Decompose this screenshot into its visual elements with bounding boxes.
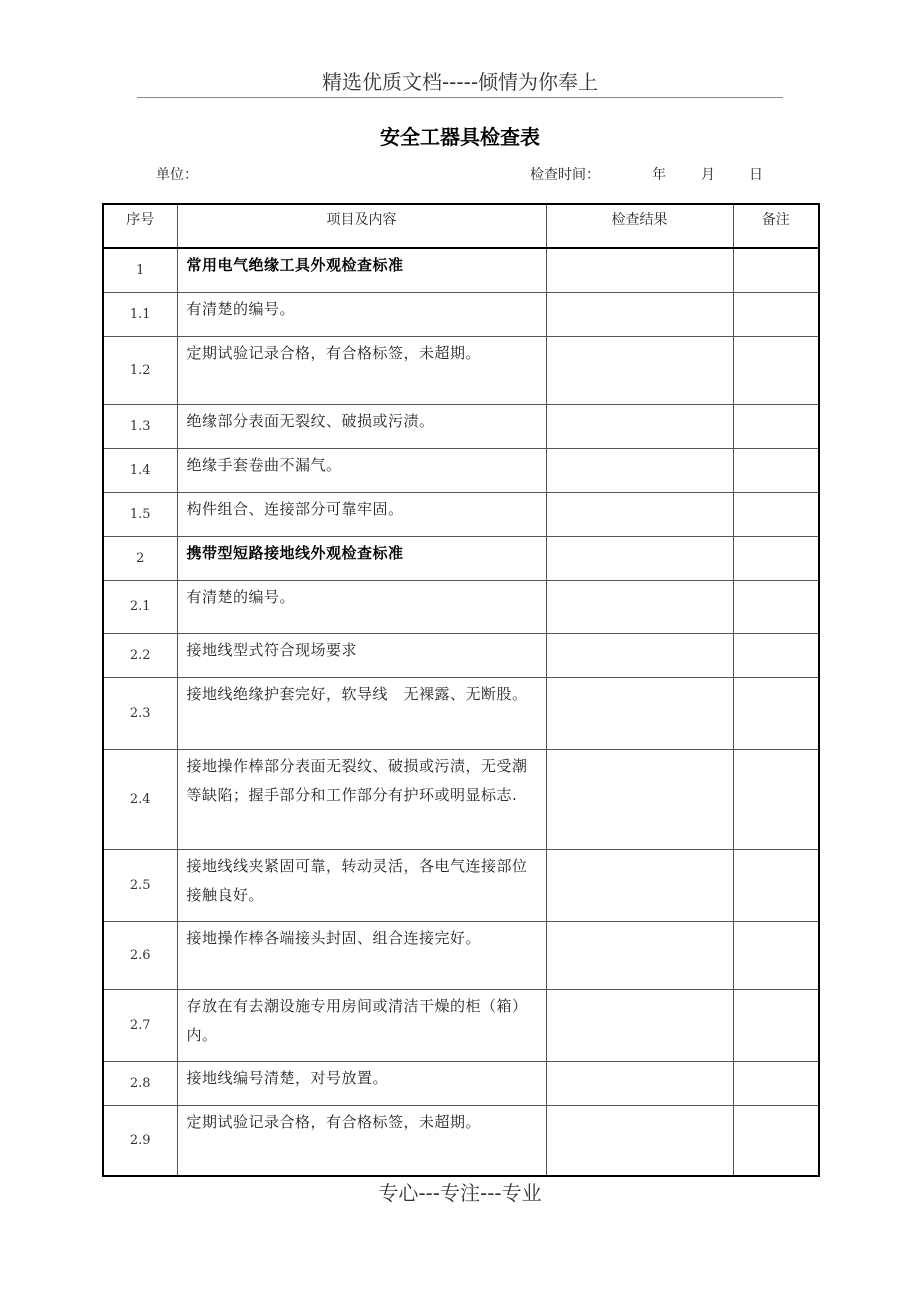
- unit-label: 单位：: [156, 167, 198, 183]
- note-cell[interactable]: [733, 292, 819, 336]
- row-content: 接地线型式符合现场要求: [177, 633, 546, 677]
- table-row: [103, 448, 819, 492]
- row-content: 构件组合、连接部分可靠牢固。: [177, 492, 546, 536]
- table-row: [103, 536, 819, 580]
- table-row: [103, 633, 819, 677]
- note-cell[interactable]: [733, 580, 819, 633]
- note-cell[interactable]: [733, 921, 819, 989]
- result-cell[interactable]: [546, 1061, 733, 1105]
- row-content: 存放在有去潮设施专用房间或清洁干燥的柜（箱）内。: [177, 989, 546, 1061]
- row-number: 2.6: [103, 921, 177, 989]
- note-cell[interactable]: [733, 404, 819, 448]
- note-cell[interactable]: [733, 248, 819, 292]
- row-number: 1.2: [103, 336, 177, 404]
- table-row: [103, 492, 819, 536]
- column-header-content: 项目及内容: [177, 204, 546, 248]
- header-divider: [137, 97, 783, 98]
- row-number: 2.7: [103, 989, 177, 1061]
- result-cell[interactable]: [546, 292, 733, 336]
- result-cell[interactable]: [546, 677, 733, 749]
- row-number: 1.1: [103, 292, 177, 336]
- result-cell[interactable]: [546, 248, 733, 292]
- table-row: [103, 1061, 819, 1105]
- note-cell[interactable]: [733, 448, 819, 492]
- row-content: 定期试验记录合格，有合格标签，未超期。: [177, 336, 546, 404]
- row-content: 接地操作棒各端接头封固、组合连接完好。: [177, 921, 546, 989]
- row-content: 接地操作棒部分表面无裂纹、破损或污渍，无受潮等缺陷；握手部分和工作部分有护环或明显标志.: [177, 749, 546, 849]
- row-number: 2.8: [103, 1061, 177, 1105]
- table-row: [103, 580, 819, 633]
- row-content: 接地线绝缘护套完好，软导线 无裸露、无断股。: [177, 677, 546, 749]
- result-cell[interactable]: [546, 536, 733, 580]
- note-cell[interactable]: [733, 749, 819, 849]
- table-row: [103, 849, 819, 921]
- row-number: 1.5: [103, 492, 177, 536]
- year-label: 年: [652, 167, 666, 183]
- row-content: 接地线编号清楚，对号放置。: [177, 1061, 546, 1105]
- table-row: [103, 336, 819, 404]
- table-row: [103, 989, 819, 1061]
- row-content: 有清楚的编号。: [177, 292, 546, 336]
- row-number: 2.3: [103, 677, 177, 749]
- page-header-text: 精选优质文档-----倾情为你奉上: [321, 70, 599, 94]
- table-row: [103, 921, 819, 989]
- row-number: 2.4: [103, 749, 177, 849]
- result-cell[interactable]: [546, 749, 733, 849]
- row-number: 1.4: [103, 448, 177, 492]
- result-cell[interactable]: [546, 849, 733, 921]
- row-number: 2.1: [103, 580, 177, 633]
- row-number: 1: [103, 248, 177, 292]
- note-cell[interactable]: [733, 1061, 819, 1105]
- month-label: 月: [701, 167, 715, 183]
- row-number: 2.2: [103, 633, 177, 677]
- row-content: 定期试验记录合格，有合格标签，未超期。: [177, 1105, 546, 1176]
- result-cell[interactable]: [546, 492, 733, 536]
- result-cell[interactable]: [546, 448, 733, 492]
- row-number: 2.9: [103, 1105, 177, 1176]
- note-cell[interactable]: [733, 633, 819, 677]
- result-cell[interactable]: [546, 1105, 733, 1176]
- column-header-number: 序号: [103, 204, 177, 248]
- table-row: [103, 749, 819, 849]
- note-cell[interactable]: [733, 677, 819, 749]
- section-heading: 常用电气绝缘工具外观检查标准: [177, 248, 546, 292]
- table-row: [103, 677, 819, 749]
- note-cell[interactable]: [733, 336, 819, 404]
- result-cell[interactable]: [546, 336, 733, 404]
- row-content: 接地线线夹紧固可靠，转动灵活，各电气连接部位接触良好。: [177, 849, 546, 921]
- column-header-note: 备注: [733, 204, 819, 248]
- note-cell[interactable]: [733, 1105, 819, 1176]
- page-footer-text: 专心---专注---专业: [378, 1181, 542, 1205]
- inspection-time-label: 检查时间：: [530, 167, 600, 183]
- section-heading: 携带型短路接地线外观检查标准: [177, 536, 546, 580]
- note-cell[interactable]: [733, 989, 819, 1061]
- note-cell[interactable]: [733, 492, 819, 536]
- result-cell[interactable]: [546, 989, 733, 1061]
- table-row: [103, 248, 819, 292]
- row-number: 2: [103, 536, 177, 580]
- note-cell[interactable]: [733, 536, 819, 580]
- row-content: 绝缘手套卷曲不漏气。: [177, 448, 546, 492]
- document-title: 安全工器具检查表: [380, 125, 540, 149]
- table-row: [103, 404, 819, 448]
- result-cell[interactable]: [546, 633, 733, 677]
- result-cell[interactable]: [546, 404, 733, 448]
- table-header-row: [103, 204, 819, 248]
- result-cell[interactable]: [546, 921, 733, 989]
- row-content: 有清楚的编号。: [177, 580, 546, 633]
- table-row: [103, 1105, 819, 1176]
- result-cell[interactable]: [546, 580, 733, 633]
- column-header-result: 检查结果: [546, 204, 733, 248]
- row-number: 1.3: [103, 404, 177, 448]
- row-content: 绝缘部分表面无裂纹、破损或污渍。: [177, 404, 546, 448]
- row-number: 2.5: [103, 849, 177, 921]
- note-cell[interactable]: [733, 849, 819, 921]
- day-label: 日: [749, 167, 763, 183]
- table-row: [103, 292, 819, 336]
- inspection-table: [102, 203, 820, 1177]
